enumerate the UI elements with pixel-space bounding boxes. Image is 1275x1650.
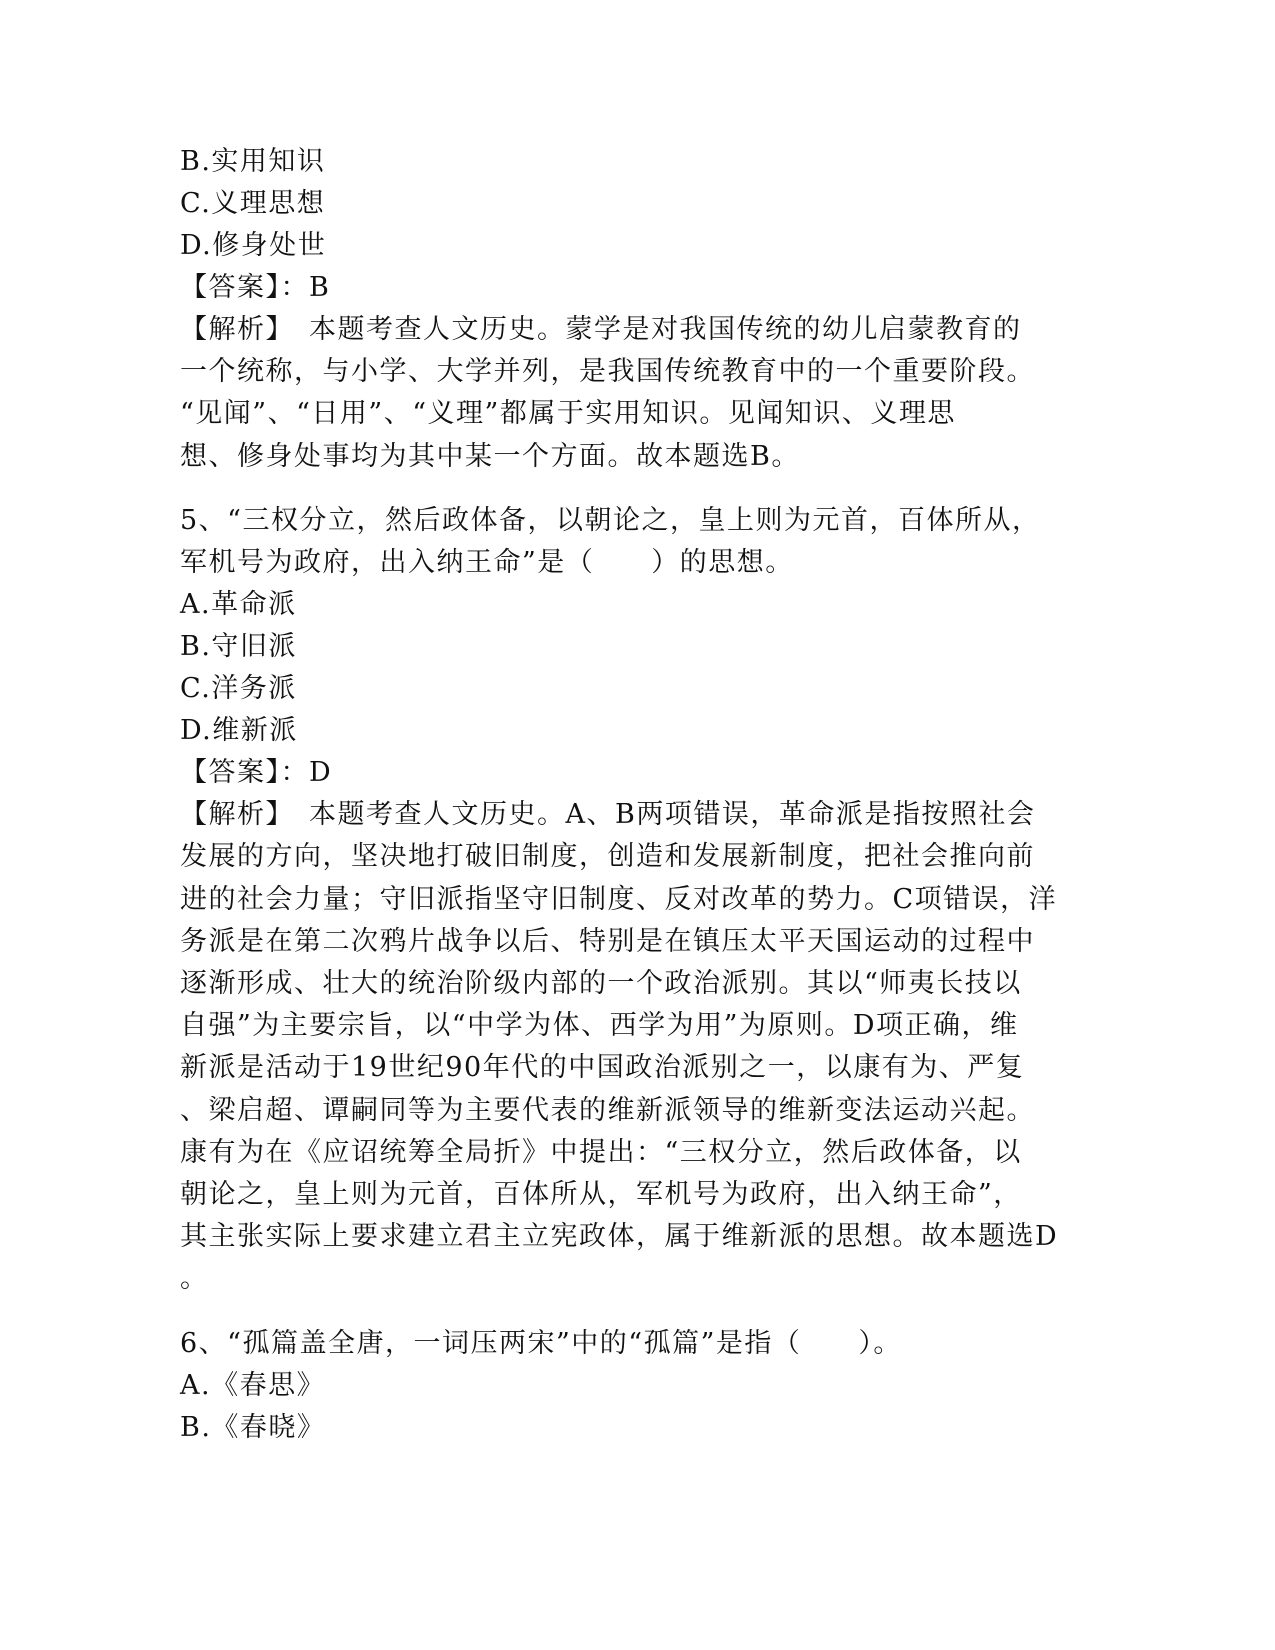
option-c: C.义理思想 [180,188,326,219]
answer: 【答案】：D [180,757,333,789]
option-d: D.修身处世 [180,230,327,261]
question-6 [180,1323,1080,1449]
analysis-line: 康有为在《应诏统筹全局折》中提出：“三权分立，然后政体备，以 [180,1136,1022,1168]
analysis-line: 想、修身处事均为其中某一个方面。故本题选B。 [180,440,800,472]
question-4 [180,141,1080,478]
analysis-line: 。 [180,1263,209,1295]
analysis-line: 务派是在第二次鸦片战争以后、特别是在镇压太平天国运动的过程中 [180,925,1035,957]
analysis-line: 其主张实际上要求建立君主立宪政体，属于维新派的思想。故本题选D [180,1221,1059,1253]
option-a: A.《春思》 [180,1369,326,1401]
analysis-line: 、梁启超、谭嗣同等为主要代表的维新派领导的维新变法运动兴起。 [180,1094,1035,1126]
analysis-line: 一个统称，与小学、大学并列，是我国传统教育中的一个重要阶段。 [180,356,1035,388]
option-b: B.实用知识 [180,146,326,177]
analysis-line: 发展的方向，坚决地打破旧制度，创造和发展新制度，把社会推向前 [180,841,1035,873]
document-page [180,141,1080,1449]
analysis-line: 新派是活动于19世纪90年代的中国政治派别之一，以康有为、严复 [180,1052,1025,1084]
analysis-line: “见闻”、“日用”、“义理”都属于实用知识。见闻知识、义理思 [180,398,956,430]
option-b: B.守旧派 [180,631,297,663]
question-5 [180,500,1080,1301]
question-text-line: 军机号为政府，出入纳王命”是（ ）的思想。 [180,547,794,579]
analysis-line: 【解析】 本题考查人文历史。蒙学是对我国传统的幼儿启蒙教育的 [180,314,1022,345]
option-d: D.维新派 [180,715,298,747]
question-text-line: 5、“三权分立，然后政体备，以朝论之，皇上则为元首，百体所从， [180,504,1041,536]
option-c: C.洋务派 [180,673,297,705]
option-b: B.《春晓》 [180,1411,326,1443]
analysis-line: 自强”为主要宗旨，以“中学为体、西学为用”为原则。D项正确，维 [180,1010,1019,1042]
analysis-line: 逐渐形成、壮大的统治阶级内部的一个政治派别。其以“师夷长技以 [180,968,1022,1000]
option-a: A.革命派 [180,589,297,621]
analysis-line: 朝论之，皇上则为元首，百体所从，军机号为政府，出入纳王命”， [180,1179,1022,1211]
analysis-line: 进的社会力量；守旧派指坚守旧制度、反对改革的势力。C项错误，洋 [180,883,1058,915]
analysis-line: 【解析】 本题考查人文历史。A、B两项错误，革命派是指按照社会 [180,799,1036,831]
answer: 【答案】：B [180,272,331,303]
question-text-line: 6、“孤篇盖全唐，一词压两宋”中的“孤篇”是指（ ）。 [180,1327,902,1359]
